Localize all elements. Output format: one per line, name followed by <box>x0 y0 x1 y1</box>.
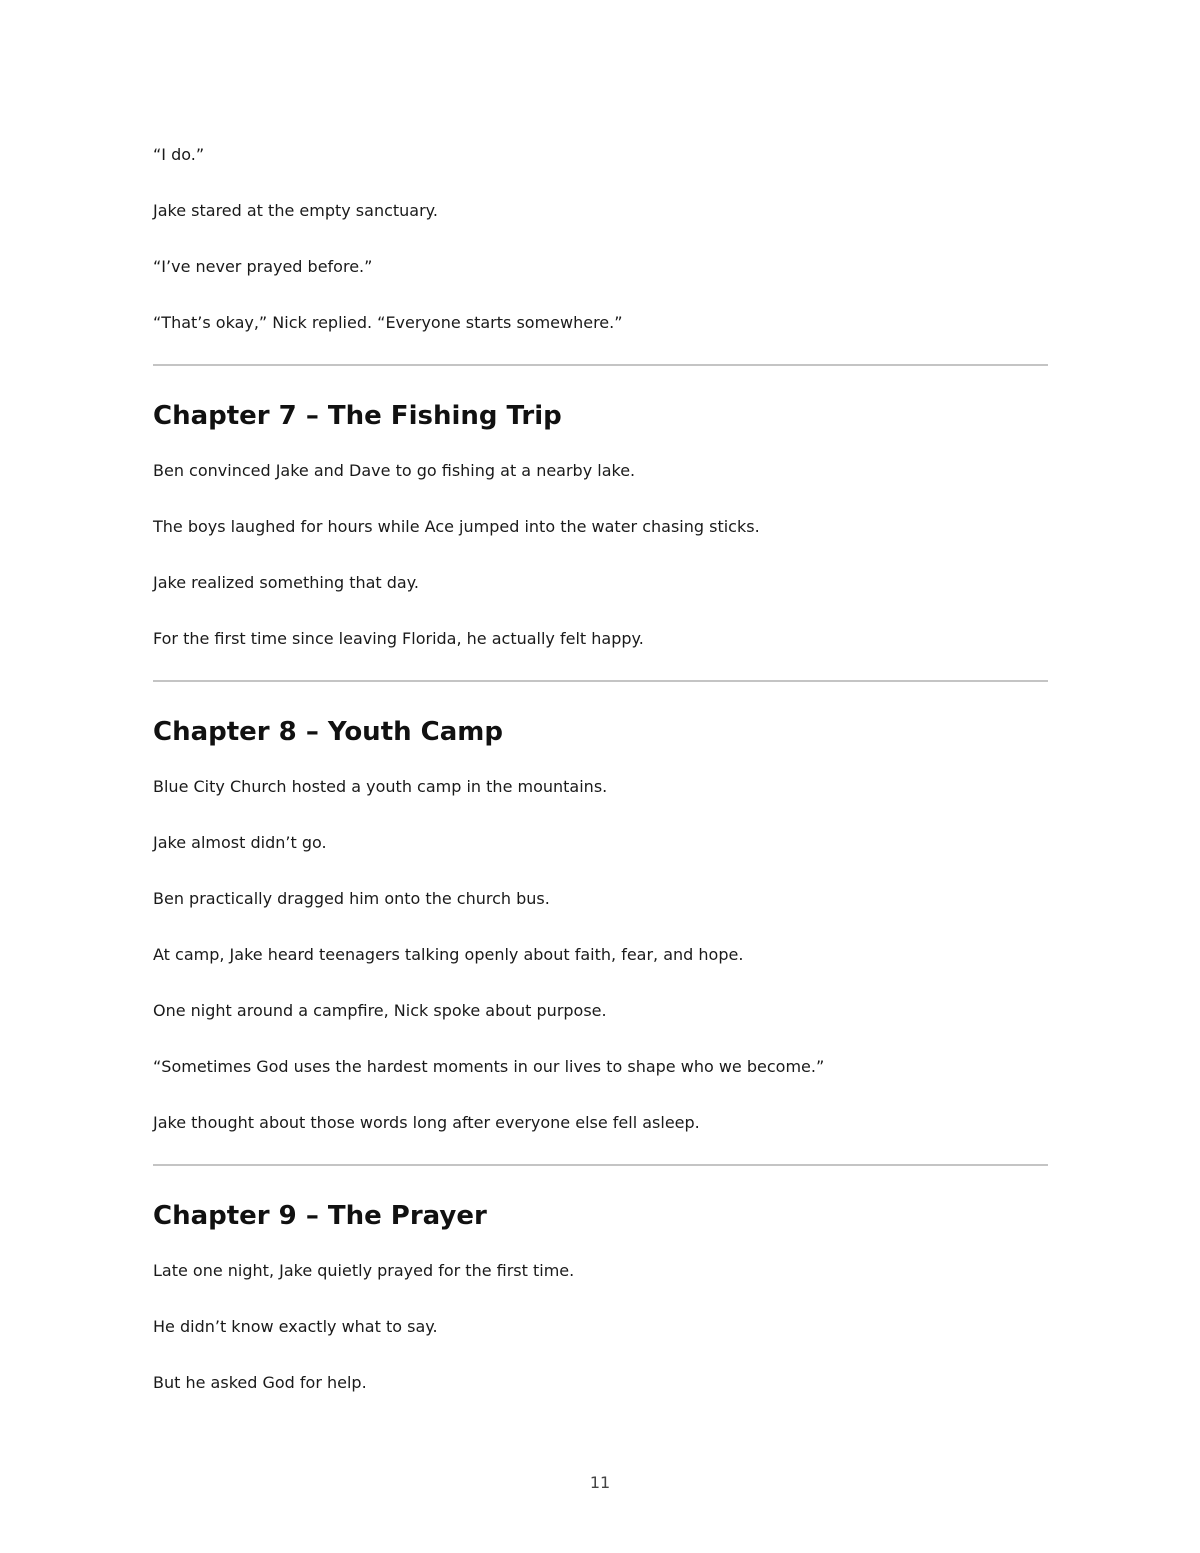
paragraph: Ben practically dragged him onto the church bus. <box>153 889 550 908</box>
paragraph: For the first time since leaving Florida, he actually felt happy. <box>153 629 644 648</box>
section-divider <box>153 1164 1048 1166</box>
paragraph: He didn’t know exactly what to say. <box>153 1317 438 1336</box>
paragraph: The boys laughed for hours while Ace jumped into the water chasing sticks. <box>153 517 760 536</box>
paragraph: Ben convinced Jake and Dave to go fishing at a nearby lake. <box>153 461 636 480</box>
paragraph: Late one night, Jake quietly prayed for the first time. <box>153 1261 575 1280</box>
paragraph: “I’ve never prayed before.” <box>153 257 373 276</box>
paragraph: “I do.” <box>153 145 205 164</box>
page-number: 11 <box>589 1473 611 1492</box>
paragraph: “Sometimes God uses the hardest moments in our lives to shape who we become.” <box>153 1057 825 1076</box>
chapter-8-title: Chapter 8 – Youth Camp <box>153 717 504 747</box>
paragraph: Jake stared at the empty sanctuary. <box>153 201 438 220</box>
section-divider <box>153 364 1048 366</box>
paragraph: Jake realized something that day. <box>153 573 420 592</box>
paragraph: Blue City Church hosted a youth camp in the mountains. <box>153 777 608 796</box>
paragraph: Jake thought about those words long after everyone else fell asleep. <box>153 1113 700 1132</box>
paragraph: At camp, Jake heard teenagers talking openly about faith, fear, and hope. <box>153 945 744 964</box>
section-divider <box>153 680 1048 682</box>
paragraph: One night around a campfire, Nick spoke about purpose. <box>153 1001 607 1020</box>
paragraph: Jake almost didn’t go. <box>153 833 327 852</box>
paragraph: “That’s okay,” Nick replied. “Everyone starts somewhere.” <box>153 313 623 332</box>
paragraph: But he asked God for help. <box>153 1373 367 1392</box>
chapter-7-title: Chapter 7 – The Fishing Trip <box>153 401 562 431</box>
chapter-9-title: Chapter 9 – The Prayer <box>153 1201 487 1231</box>
